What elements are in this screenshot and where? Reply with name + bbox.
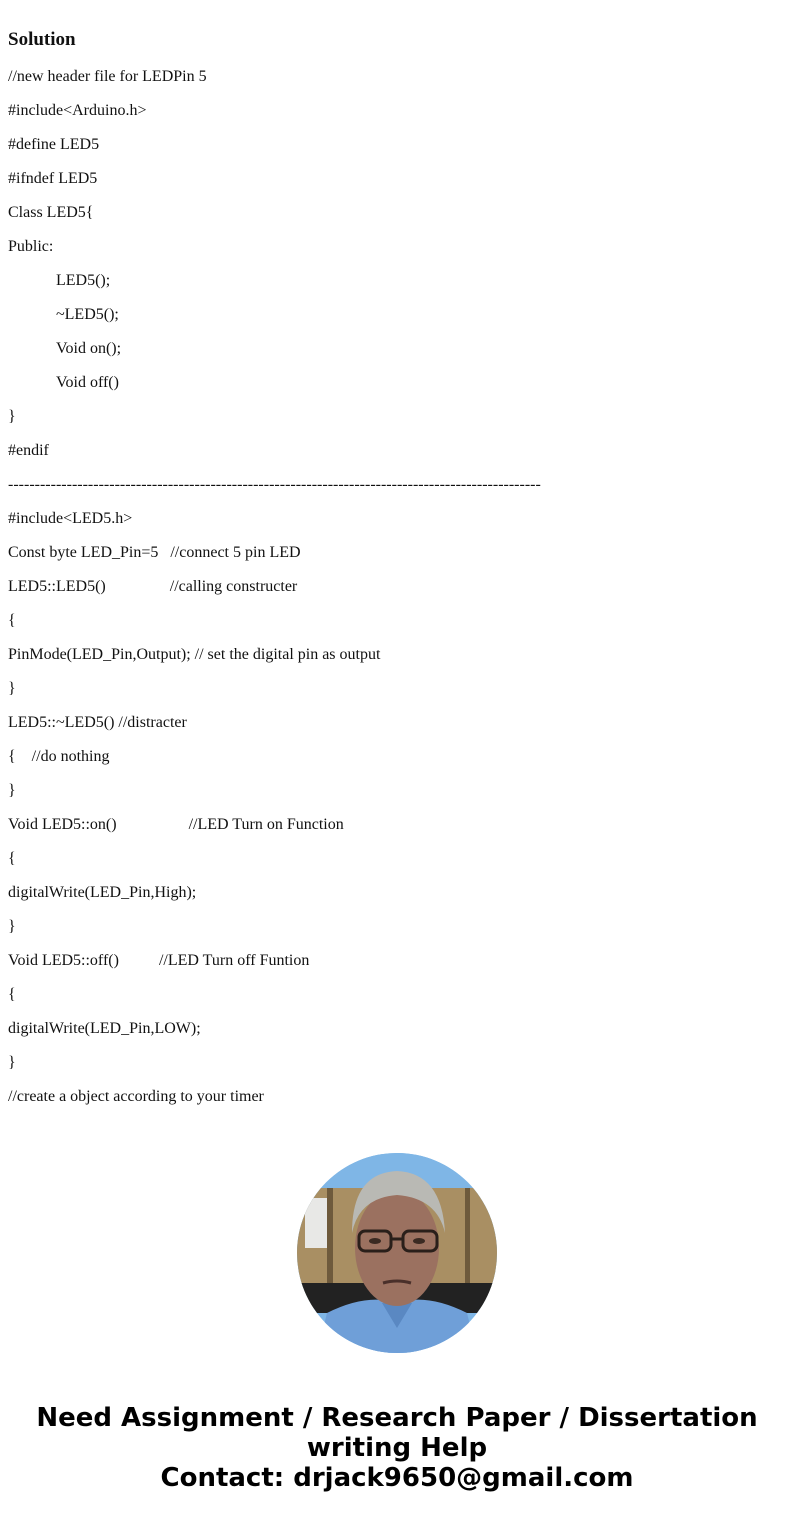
code-line: Void on();	[56, 340, 122, 357]
code-line: LED5();	[56, 272, 111, 289]
code-line: ~LED5();	[56, 306, 119, 323]
code-line: #define LED5	[8, 136, 100, 153]
code-line: }	[8, 918, 16, 935]
portrait-photo-icon	[297, 1153, 497, 1353]
code-line: {	[8, 986, 16, 1003]
code-line: { //do nothing	[8, 748, 110, 765]
code-line: LED5::LED5() //calling constructer	[8, 578, 298, 595]
code-line: Class LED5{	[8, 204, 94, 221]
code-line: //create a object according to your timer	[8, 1088, 264, 1105]
code-line: PinMode(LED_Pin,Output); // set the digital pin as output	[8, 646, 381, 663]
code-line: }	[8, 1054, 16, 1071]
code-line: #ifndef LED5	[8, 170, 98, 187]
code-line: //new header file for LEDPin 5	[8, 68, 207, 85]
code-line: }	[8, 408, 16, 425]
page-title: Solution	[8, 29, 76, 50]
code-line: Void off()	[56, 374, 119, 391]
code-line: #include<Arduino.h>	[8, 102, 147, 119]
promo-contact: Contact: drjack9650@gmail.com	[160, 1463, 634, 1493]
code-listing	[8, 68, 788, 1122]
code-line: Void LED5::off() //LED Turn off Funtion	[8, 952, 310, 969]
code-line: }	[8, 680, 16, 697]
code-line: }	[8, 782, 16, 799]
code-line: digitalWrite(LED_Pin,LOW);	[8, 1020, 201, 1037]
code-line: LED5::~LED5() //distracter	[8, 714, 187, 731]
code-line: #endif	[8, 442, 49, 459]
code-line: Public:	[8, 238, 54, 255]
separator-line: ----------------------------------------------------------------------------------------------------	[8, 476, 541, 493]
promo-line-1: Need Assignment / Research Paper / Dissertation	[36, 1403, 758, 1433]
code-line: {	[8, 612, 16, 629]
author-avatar	[297, 1153, 497, 1353]
code-line: {	[8, 850, 16, 867]
code-line: Const byte LED_Pin=5 //connect 5 pin LED	[8, 544, 301, 561]
code-line: Void LED5::on() //LED Turn on Function	[8, 816, 344, 833]
code-line: #include<LED5.h>	[8, 510, 133, 527]
promo-line-2: writing Help	[306, 1433, 488, 1463]
promo-banner	[0, 1403, 794, 1493]
code-line: digitalWrite(LED_Pin,High);	[8, 884, 197, 901]
